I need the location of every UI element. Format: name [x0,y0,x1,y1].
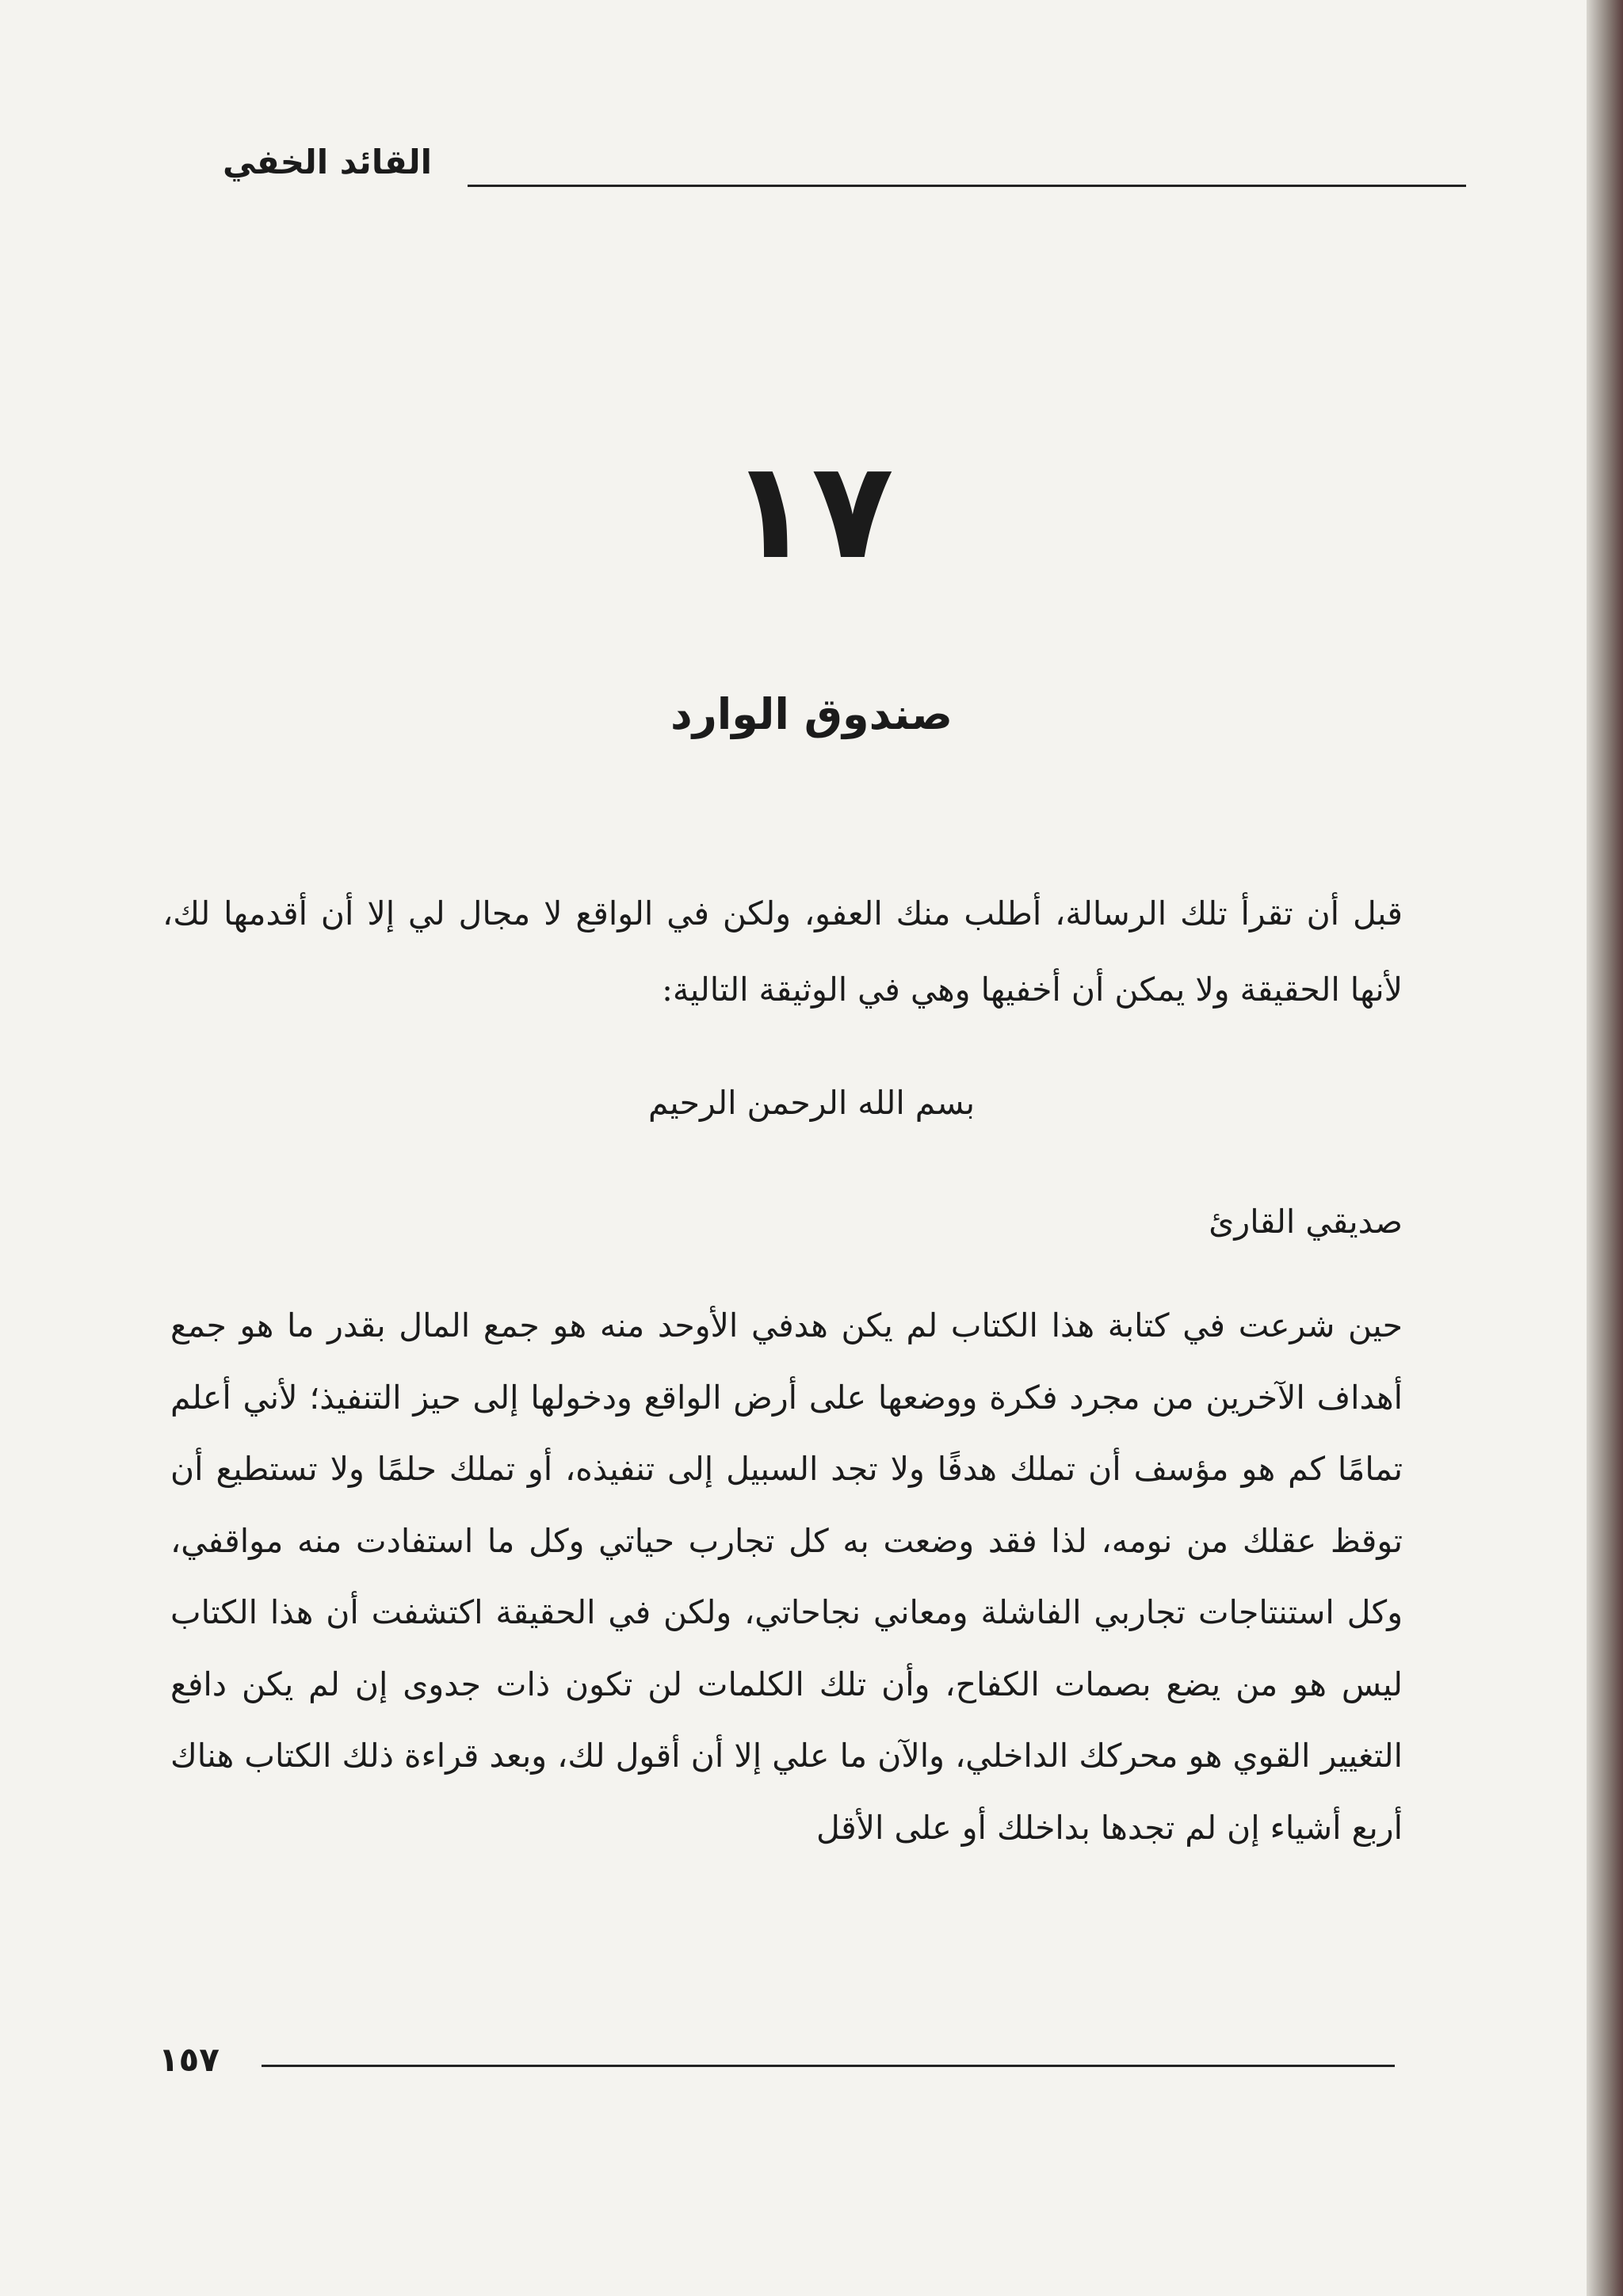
running-header-title: القائد الخفي [223,143,432,181]
letter-basmala: بسم الله الرحمن الرحيم [647,1084,976,1122]
footer-rule [262,2065,1395,2067]
chapter-number: ١٧ [729,433,894,589]
chapter-title: صندوق الوارد [670,689,953,739]
intro-paragraph: قبل أن تقرأ تلك الرسالة، أطلب منك العفو، ولكن في الواقع لا مجال لي إلا أن أقدمها لك، لأنها الحقيقة ولا يمكن أن أخفيها وهي في الوثيقة التالية: [162,894,1403,1009]
book-binding-edge [1587,0,1623,2296]
letter-salutation: صديقي القارئ [1209,1203,1403,1241]
page-number: ١٥٧ [158,2040,220,2079]
letter-body-paragraph: حين شرعت في كتابة هذا الكتاب لم يكن هدفي الأوحد منه هو جمع المال بقدر ما هو جمع أهداف الآخرين من مجرد فكرة ووضعها على أرض الواقع ودخولها إلى حيز التنفيذ؛ لأني أعلم تمامًا كم هو مؤسف أن تملك هدفًا ولا تجد السبيل إلى تنفيذه، أو تملك حلمًا ولا تستطيع أن توقظ عقلك من نومه، لذا فقد وضعت به كل تجارب حياتي وكل ما استفادت منه مواقفي، وكل استنتاجات تجاربي الفاشلة ومعاني نجاحاتي، ولكن في الحقيقة اكتشفت أن هذا الكتاب ليس هو من يضع بصمات الكفاح، وأن تلك الكلمات لن تكون ذات جدوى إن لم يكن دافع التغيير القوي هو محركك الداخلي، والآن ما علي إلا أن أقول لك، وبعد قراءة ذلك الكتاب هناك أربع أشياء إن لم تجدها بداخلك أو على الأقل [170,1306,1403,1847]
header-rule [468,185,1466,187]
